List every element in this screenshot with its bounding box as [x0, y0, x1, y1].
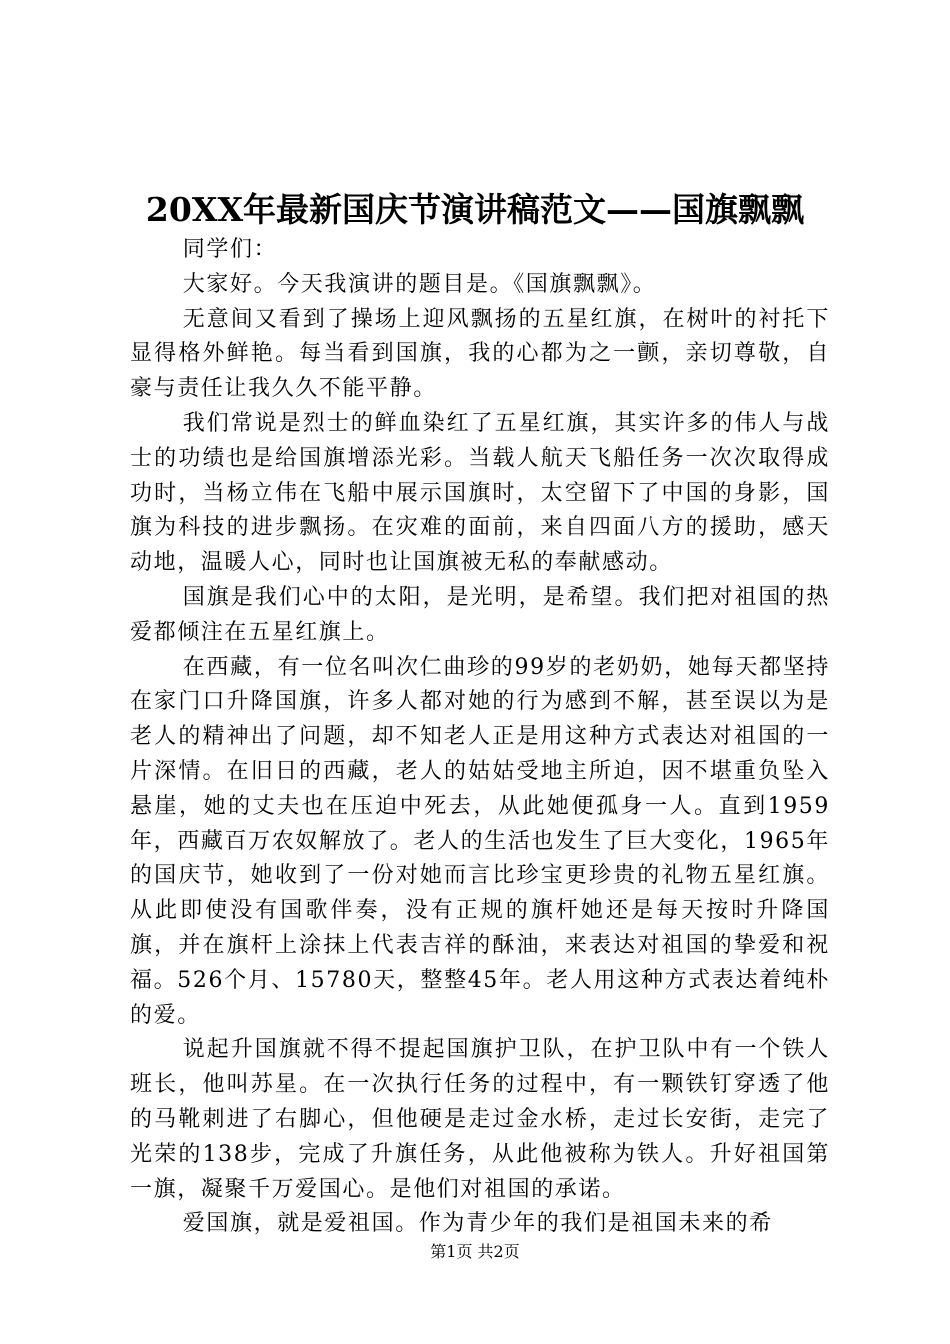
paragraph: 说起升国旗就不得不提起国旗护卫队，在护卫队中有一个铁人班长，他叫苏星。在一次执行任务的过程中，有一颗铁钉穿透了他的马靴刺进了右脚心，但他硬是走过金水桥，走过长安街，走完了光荣的138步，完成了升旗任务，从此他被称为铁人。升好祖国第一旗，凝聚千万爱国心。是他们对祖国的承诺。	[130, 1037, 830, 1202]
page-number-footer: 第1页 共2页	[430, 1242, 520, 1261]
document-body	[130, 233, 830, 1242]
document-title: 20XX年最新国庆节演讲稿范文——国旗飘飘	[145, 190, 805, 229]
paragraph-intro: 大家好。今天我演讲的题目是。《国旗飘飘》。	[182, 271, 657, 297]
paragraph: 我们常说是烈士的鲜血染红了五星红旗，其实许多的伟人与战士的功绩也是给国旗增添光彩。当载人航天飞船任务一次次取得成功时，当杨立伟在飞船中展示国旗时，太空留下了中国的身影，国旗为科技的进步飘扬。在灾难的面前，来自四面八方的援助，感天动地，温暖人心，同时也让国旗被无私的奉献感动。	[130, 410, 830, 576]
paragraph: 无意间又看到了操场上迎风飘扬的五星红旗，在树叶的衬托下显得格外鲜艳。每当看到国旗，我的心都为之一颤，亲切尊敬，自豪与责任让我久久不能平静。	[130, 306, 830, 402]
paragraph-greeting: 同学们：	[182, 237, 278, 262]
paragraph: 国旗是我们心中的太阳，是光明，是希望。我们把对祖国的热爱都倾注在五星红旗上。	[130, 584, 830, 645]
paragraph: 爱国旗，就是爱祖国。作为青少年的我们是祖国未来的希	[182, 1211, 773, 1237]
paragraph: 在西藏，有一位名叫次仁曲珍的99岁的老奶奶，她每天都坚持在家门口升降国旗，许多人都对她的行为感到不解，甚至误以为是老人的精神出了问题，却不知老人正是用这种方式表达对祖国的一片深情。在旧日的西藏，老人的姑姑受地主所迫，因不堪重负坠入悬崖，她的丈夫也在压迫中死去，从此她便孤身一人。直到1959年，西藏百万农奴解放了。老人的生活也发生了巨大变化，1965年的国庆节，她收到了一份对她而言比珍宝更珍贵的礼物五星红旗。从此即使没有国歌伴奏，没有正规的旗杆她还是每天按时升降国旗，并在旗杆上涂抹上代表吉祥的酥油，来表达对祖国的挚爱和祝福。526个月、15780天，整整45年。老人用这种方式表达着纯朴的爱。	[130, 654, 830, 1028]
